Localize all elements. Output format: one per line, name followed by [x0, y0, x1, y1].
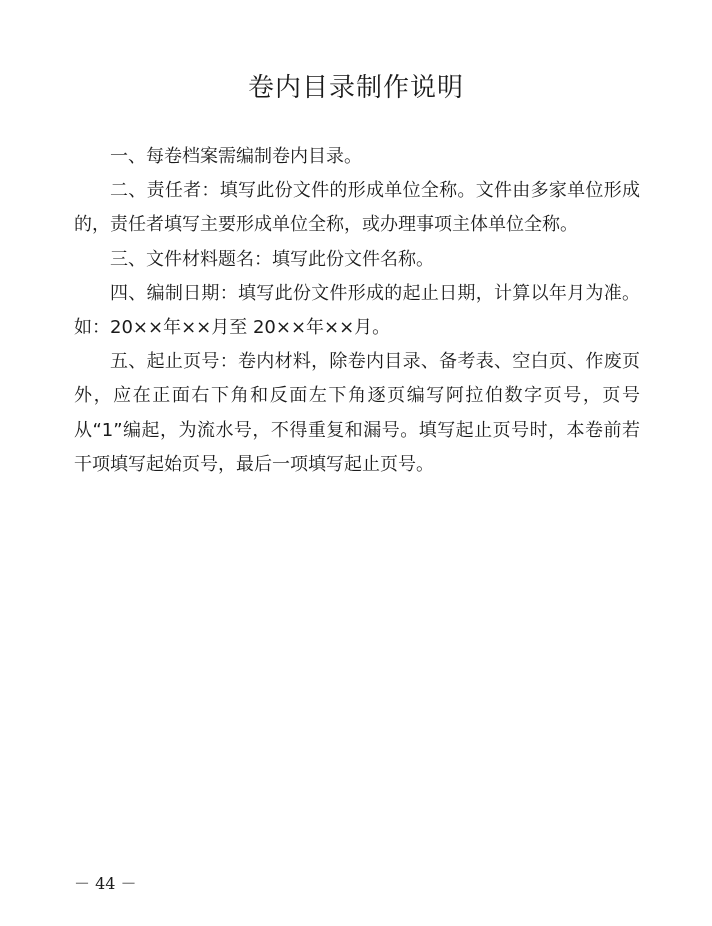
document-title: 卷内目录制作说明 [247, 73, 464, 103]
paragraph-1: 一、每卷档案需编制卷内目录。 [110, 146, 362, 167]
paragraph-4: 四、编制日期：填写此份文件形成的起止日期，计算以年月为准。如：20××年××月至 20××年××月。 [74, 282, 640, 339]
document-body [74, 140, 640, 482]
paragraph-3: 三、文件材料题名：填写此份文件名称。 [110, 248, 434, 270]
paragraph-2: 二、责任者：填写此份文件的形成单位全称。文件由多家单位形成的，责任者填写主要形成单位全称，或办理事项主体单位全称。 [74, 180, 640, 236]
page-number: － 44 － [74, 874, 137, 893]
paragraph-5: 五、起止页号：卷内材料，除卷内目录、备考表、空白页、作废页外，应在正面右下角和反面左下角逐页编写阿拉伯数字页号，页号从“1”编起，为流水号，不得重复和漏号。填写起止页号时，本卷前若干项填写起始页号，最后一项填写起止页号。 [74, 351, 640, 475]
